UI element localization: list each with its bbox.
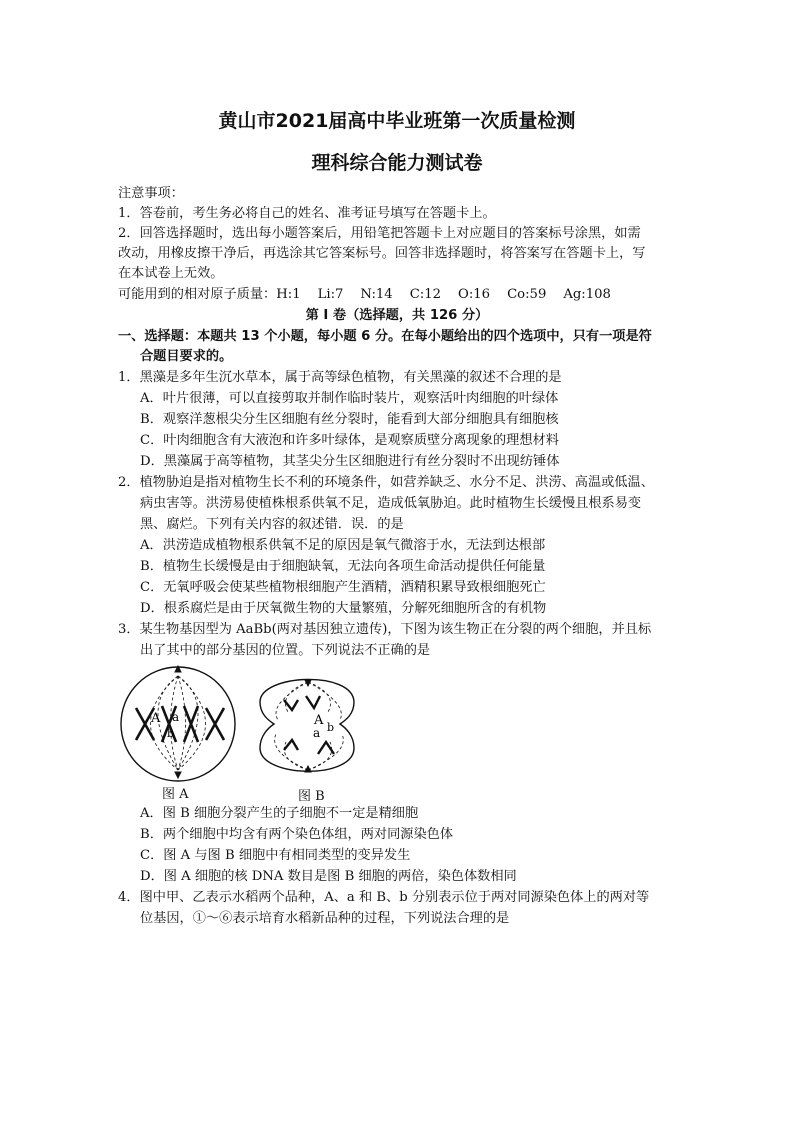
q3-option-b: B．两个细胞中均含有两个染色体组，两对同源染色体 [140,827,454,842]
volume-title: 第 I 卷（选择题，共 126 分） [305,308,489,323]
section-instruction-line-1: 一、选择题：本题共 13 个小题，每小题 6 分。在每小题给出的四个选项中，只有一项是符 [118,329,652,344]
figure-b-cell [260,679,354,772]
mass-n: N:14 [360,287,393,302]
figure-a-gene-A: A [151,711,161,726]
mass-c: C:12 [409,287,442,302]
figure-a-caption: 图 A [162,787,189,802]
q3-stem-line-2: 出了其中的部分基因的位置。下列说法不正确的是 [140,643,431,658]
cell-diagrams [118,664,368,804]
q1-option-b: B．观察洋葱根尖分生区细胞有丝分裂时，能看到大部分细胞具有细胞核 [140,412,559,427]
mass-o: O:16 [458,287,491,302]
atomic-masses [118,285,628,305]
exam-subtitle: 理科综合能力测试卷 [311,152,483,174]
notice-heading: 注意事项： [118,186,184,201]
figure-b-gene-A: A [314,713,324,728]
q3-option-a: A．图 B 细胞分裂产生的子细胞不一定是精细胞 [140,806,419,821]
notice-item-1: 1．答卷前，考生务必将自己的姓名、准考证号填写在答题卡上。 [118,206,496,221]
figure-a-gene-a: a [172,710,180,724]
cell-division-figure [118,664,368,804]
q3-stem-line-1: 3．某生物基因型为 AaBb(两对基因独立遗传)，下图为该生物正在分裂的两个细胞，并且标 [118,622,652,637]
figure-b-caption: 图 B [298,789,325,804]
mass-h: H:1 [276,287,301,302]
mass-li: Li:7 [317,287,344,302]
q2-option-a: A．洪涝造成植物根系供氧不足的原因是氧气微溶于水，无法到达根部 [140,538,546,553]
notice-item-2-line-1: 2．回答选择题时，选出每小题答案后，用铅笔把答题卡上对应题目的答案标号涂黑，如需 [118,226,641,241]
mass-co: Co:59 [507,287,547,302]
notice-item-2-line-3: 在本试卷上无效。 [118,266,224,281]
notice-item-2-line-2: 改动，用橡皮擦干净后，再选涂其它答案标号。回答非选择题时，将答案写在答题卡上，写 [118,246,646,261]
figure-b-gene-b: b [327,721,335,734]
q2-option-c: C．无氧呼吸会使某些植物根细胞产生酒精，酒精积累导致根细胞死亡 [140,580,546,595]
q2-stem-line-2: 病虫害等。洪涝易使植株根系供氧不足，造成低氧胁迫。此时植物生长缓慢且根系易变 [140,496,642,511]
q3-option-d: D．图 A 细胞的核 DNA 数目是图 B 细胞的两倍，染色体数相同 [140,869,517,884]
mass-ag: Ag:108 [563,287,611,302]
q1-stem: 1．黑藻是多年生沉水草本，属于高等绿色植物，有关黑藻的叙述不合理的是 [118,370,562,385]
exam-title: 黄山市2021届高中毕业班第一次质量检测 [218,110,576,132]
figure-b-gene-a: a [313,726,321,740]
q4-stem-line-1: 4．图中甲、乙表示水稻两个品种，A、a 和 B、b 分别表示位于两对同源染色体上的两对等 [118,890,650,905]
q3-option-c: C．图 A 与图 B 细胞中有相同类型的变异发生 [140,848,411,863]
q2-stem-line-3: 黑、腐烂。下列有关内容的叙述错．误．的是 [140,517,404,532]
q2-option-b: B．植物生长缓慢是由于细胞缺氧，无法向各项生命活动提供任何能量 [140,559,546,574]
q2-option-d: D．根系腐烂是由于厌氧微生物的大量繁殖，分解死细胞所含的有机物 [140,601,547,616]
q2-stem-line-1: 2．植物胁迫是指对植物生长不利的环境条件，如营养缺乏、水分不足、洪涝、高温或低温、 [118,475,654,490]
q1-option-a: A．叶片很薄，可以直接剪取并制作临时装片，观察活叶肉细胞的叶绿体 [140,391,559,406]
q1-option-c: C．叶肉细胞含有大液泡和许多叶绿体，是观察质壁分离现象的理想材料 [140,433,559,448]
figure-a-gene-b: b [167,727,175,740]
atomic-masses-label: 可能用到的相对原子质量： [118,287,277,302]
q1-option-d: D．黑藻属于高等植物，其茎尖分生区细胞进行有丝分裂时不出现纺锤体 [140,454,560,469]
section-instruction-line-2: 合题目要求的。 [140,349,233,364]
q4-stem-line-2: 位基因，①～⑥表示培育水稻新品种的过程，下列说法合理的是 [140,911,510,926]
